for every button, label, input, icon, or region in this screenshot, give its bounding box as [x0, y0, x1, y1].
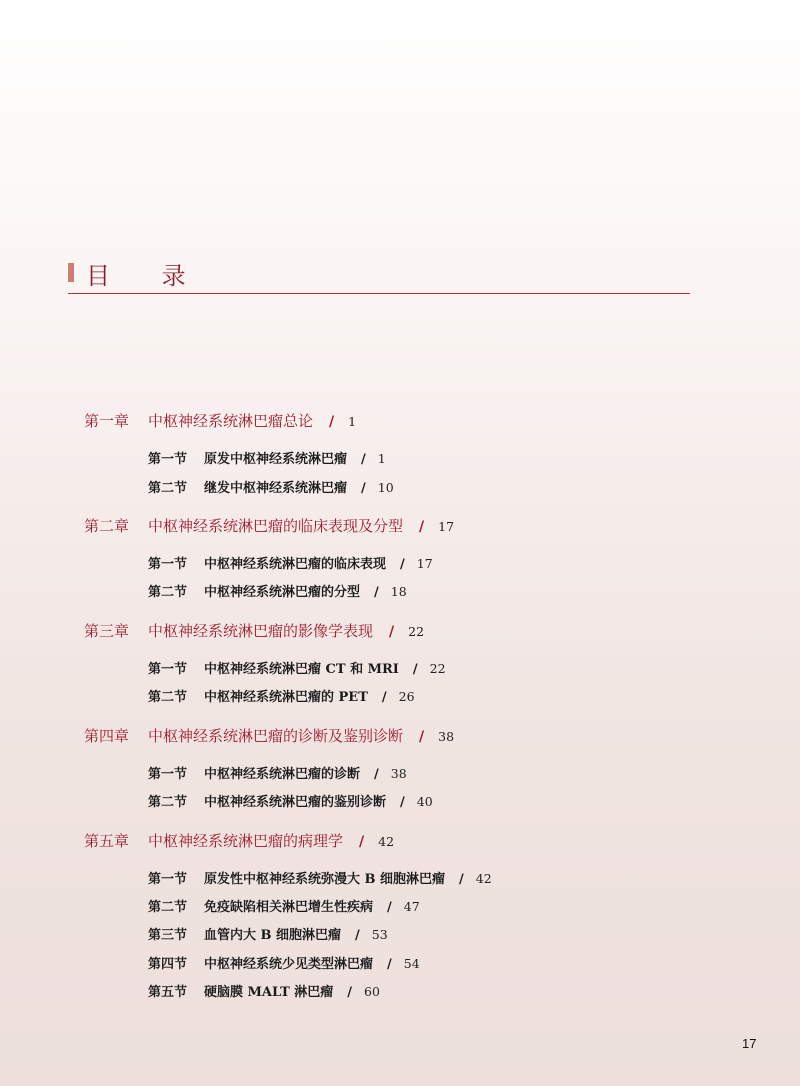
- toc-chapter-2[interactable]: [84, 515, 454, 536]
- toc-section-5-2[interactable]: [148, 896, 420, 915]
- section-page: 47: [403, 899, 420, 914]
- chapter-title: 中枢神经系统淋巴瘤的病理学: [148, 832, 344, 850]
- separator: /: [419, 519, 425, 535]
- section-page: 40: [416, 794, 433, 809]
- section-page: 10: [377, 480, 394, 495]
- separator: /: [412, 662, 418, 677]
- chapter-page: 1: [348, 414, 357, 429]
- toc-chapter-4[interactable]: [84, 725, 454, 746]
- separator: /: [329, 414, 335, 430]
- separator: /: [419, 729, 425, 745]
- section-page: 17: [416, 556, 433, 571]
- section-page: 26: [398, 689, 415, 704]
- chapter-number: 第三章: [84, 622, 130, 640]
- chapter-title: 中枢神经系统淋巴瘤的临床表现及分型: [148, 517, 404, 535]
- chapter-number: 第一章: [84, 412, 130, 430]
- page-number: 17: [742, 1036, 757, 1051]
- section-number: 第一节: [148, 767, 188, 782]
- toc-section-2-1[interactable]: [148, 553, 433, 572]
- separator: /: [359, 834, 365, 850]
- section-title: 原发中枢神经系统淋巴瘤: [204, 452, 348, 467]
- separator: /: [400, 795, 405, 810]
- separator: /: [374, 585, 379, 600]
- section-number: 第一节: [148, 557, 188, 572]
- section-title: 中枢神经系统淋巴瘤的临床表现: [204, 557, 387, 572]
- section-title: 中枢神经系统淋巴瘤 CT 和 MRI: [204, 662, 399, 677]
- section-title: 中枢神经系统淋巴瘤的诊断: [204, 767, 361, 782]
- section-page: 53: [371, 927, 388, 942]
- toc-section-2-2[interactable]: [148, 581, 407, 600]
- toc-section-5-3[interactable]: [148, 924, 388, 943]
- toc-section-4-2[interactable]: [148, 791, 433, 810]
- separator: /: [361, 481, 366, 496]
- section-number: 第二节: [148, 690, 188, 705]
- toc-section-5-4[interactable]: [148, 953, 420, 972]
- heading-rule: [68, 293, 690, 294]
- section-page: 38: [390, 766, 407, 781]
- chapter-number: 第五章: [84, 832, 130, 850]
- toc-chapter-5[interactable]: [84, 830, 394, 851]
- chapter-page: 42: [378, 834, 395, 849]
- chapter-title: 中枢神经系统淋巴瘤总论: [148, 412, 314, 430]
- section-number: 第二节: [148, 481, 188, 496]
- separator: /: [459, 872, 464, 887]
- section-page: 42: [475, 871, 492, 886]
- separator: /: [400, 557, 405, 572]
- section-page: 54: [403, 956, 420, 971]
- section-number: 第二节: [148, 795, 188, 810]
- separator: /: [387, 900, 392, 915]
- section-title: 中枢神经系统少见类型淋巴瘤: [204, 957, 374, 972]
- section-number: 第五节: [148, 985, 188, 1000]
- section-page: 18: [390, 584, 407, 599]
- section-number: 第一节: [148, 872, 188, 887]
- page-title: 目 录: [86, 262, 208, 290]
- separator: /: [389, 624, 395, 640]
- chapter-page: 38: [438, 729, 455, 744]
- section-title: 免疫缺陷相关淋巴增生性疾病: [204, 900, 374, 915]
- section-page: 60: [364, 984, 380, 999]
- section-title: 硬脑膜 MALT 淋巴瘤: [204, 985, 334, 1000]
- toc-section-4-1[interactable]: [148, 763, 407, 782]
- section-page: 1: [377, 451, 386, 466]
- separator: /: [381, 690, 387, 705]
- separator: /: [387, 957, 392, 972]
- separator: /: [361, 452, 366, 467]
- separator: /: [355, 928, 360, 943]
- section-title: 继发中枢神经系统淋巴瘤: [204, 481, 348, 496]
- section-title: 中枢神经系统淋巴瘤的鉴别诊断: [204, 795, 387, 810]
- toc-section-5-5[interactable]: [148, 981, 380, 1000]
- separator: /: [374, 767, 379, 782]
- section-title: 中枢神经系统淋巴瘤的分型: [204, 585, 361, 600]
- section-number: 第二节: [148, 585, 188, 600]
- heading-accent-bar: [68, 263, 74, 282]
- section-number: 第一节: [148, 662, 188, 677]
- toc-section-3-1[interactable]: [148, 658, 446, 677]
- section-title: 中枢神经系统淋巴瘤的 PET: [204, 690, 368, 705]
- toc-section-1-2[interactable]: [148, 477, 394, 496]
- section-number: 第二节: [148, 900, 188, 915]
- chapter-number: 第二章: [84, 517, 130, 535]
- chapter-page: 22: [408, 624, 425, 639]
- toc-chapter-1[interactable]: [84, 410, 356, 431]
- toc-heading: [68, 258, 690, 296]
- toc-section-5-1[interactable]: [148, 868, 492, 887]
- toc-chapter-3[interactable]: [84, 620, 424, 641]
- toc-section-1-1[interactable]: [148, 448, 386, 467]
- toc-section-3-2[interactable]: [148, 686, 415, 705]
- section-number: 第三节: [148, 928, 188, 943]
- chapter-title: 中枢神经系统淋巴瘤的影像学表现: [148, 622, 374, 640]
- section-title: 原发性中枢神经系统弥漫大 B 细胞淋巴瘤: [204, 872, 446, 887]
- section-title: 血管内大 B 细胞淋巴瘤: [204, 928, 342, 943]
- chapter-title: 中枢神经系统淋巴瘤的诊断及鉴别诊断: [148, 727, 404, 745]
- chapter-page: 17: [438, 519, 455, 534]
- section-page: 22: [429, 661, 446, 676]
- section-number: 第四节: [148, 957, 188, 972]
- chapter-number: 第四章: [84, 727, 130, 745]
- separator: /: [347, 985, 353, 1000]
- section-number: 第一节: [148, 452, 188, 467]
